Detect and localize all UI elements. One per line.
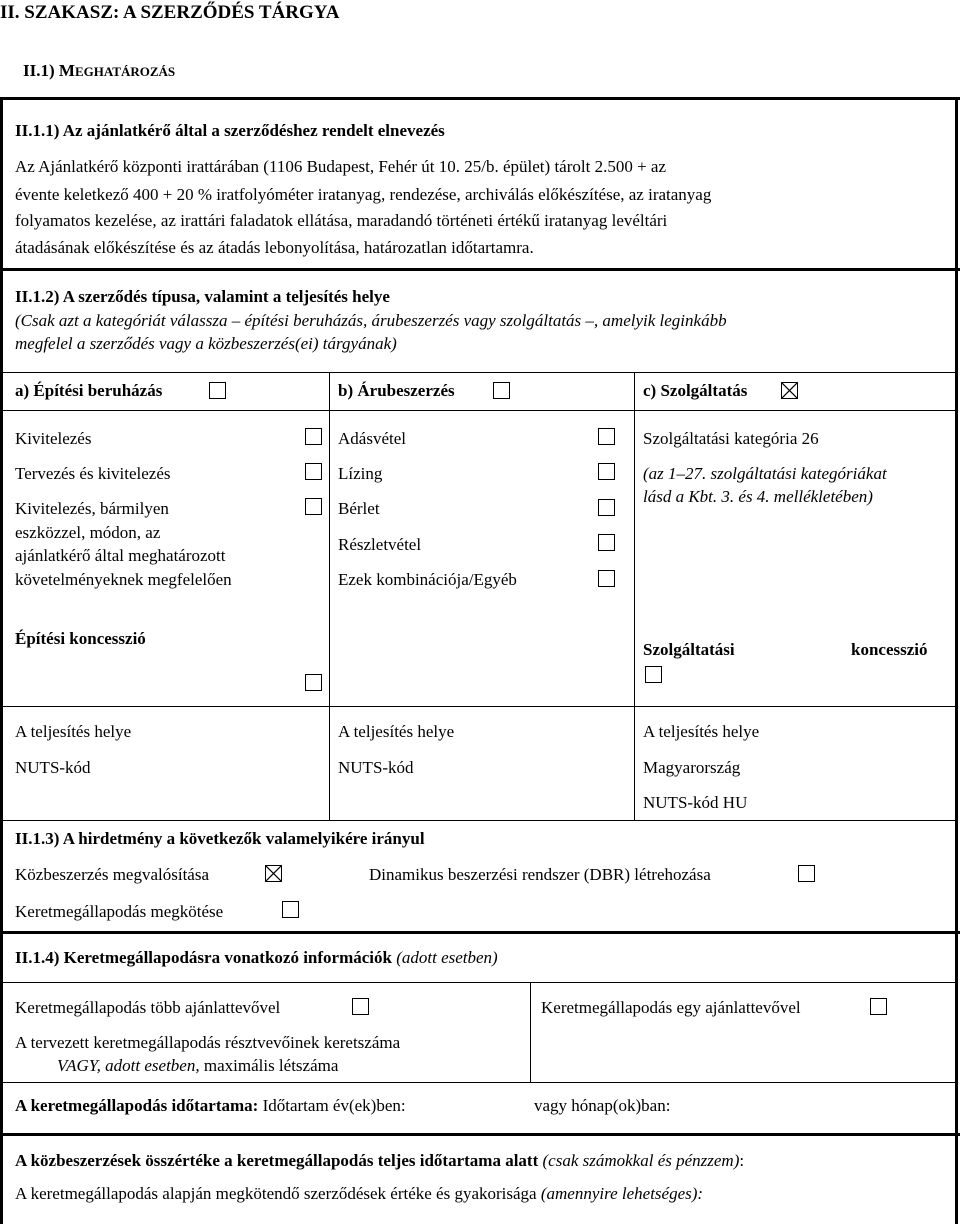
- supplies-item-purchase: Adásvétel: [338, 429, 406, 448]
- s113-framework-checkbox[interactable]: [282, 901, 299, 918]
- framework-single-label: Keretmegállapodás egy ajánlattevővel: [541, 998, 801, 1017]
- check-cross-icon: [266, 866, 281, 881]
- services-checkbox-checked[interactable]: [781, 382, 798, 399]
- works-nuts-label: NUTS-kód: [15, 758, 91, 777]
- s113-dbr-label: Dinamikus beszerzési rendszer (DBR) létrehozása: [369, 865, 711, 884]
- s112-title: II.1.2) A szerződés típusa, valamint a teljesítés helye: [15, 287, 390, 306]
- s113-procurement-label: Közbeszerzés megvalósítása: [15, 865, 209, 884]
- services-category-note: lásd a Kbt. 3. és 4. mellékletében): [643, 487, 873, 506]
- total-value-label: A közbeszerzések összértéke a keretmegállapodás teljes időtartama alatt (csak számokkal és pénzzem):: [15, 1151, 745, 1170]
- subsection-title: II.1) MEGHATÁROZÁS: [23, 61, 176, 80]
- services-place-label: A teljesítés helye: [643, 722, 760, 741]
- s113-title: II.1.3) A hirdetmény a következők valamelyikére irányul: [15, 829, 425, 848]
- supplies-item-combination: Ezek kombinációja/Egyéb: [338, 570, 517, 589]
- table-col-divider: [530, 982, 531, 1082]
- works-any-means-checkbox[interactable]: [305, 498, 322, 515]
- supplies-nuts-label: NUTS-kód: [338, 758, 414, 777]
- s111-bottom-border: [0, 268, 960, 271]
- supplies-combination-checkbox[interactable]: [598, 570, 615, 587]
- supplies-item-hire-purchase: Részletvétel: [338, 535, 422, 554]
- supplies-item-rental: Bérlet: [338, 499, 380, 518]
- works-design-checkbox[interactable]: [305, 463, 322, 480]
- works-item-any-means: ajánlatkérő által meghatározott: [15, 546, 226, 565]
- works-item-any-means: eszközzel, módon, az: [15, 523, 161, 542]
- check-cross-icon: [782, 383, 797, 398]
- supplies-rental-checkbox[interactable]: [598, 499, 615, 516]
- table-col-divider: [329, 372, 330, 820]
- table-border: [3, 706, 955, 707]
- duration-bottom-border: [0, 1133, 960, 1136]
- framework-multi-checkbox[interactable]: [352, 998, 369, 1015]
- works-checkbox[interactable]: [209, 382, 226, 399]
- supplies-place-label: A teljesítés helye: [338, 722, 455, 741]
- table-border: [3, 372, 955, 373]
- duration-months-label: vagy hónap(ok)ban:: [534, 1096, 671, 1115]
- works-item-any-means: Kivitelezés, bármilyen: [15, 499, 169, 518]
- participants-label: A tervezett keretmegállapodás résztvevőinek keretszáma: [15, 1033, 401, 1052]
- framework-single-checkbox[interactable]: [870, 998, 887, 1015]
- frame-top-border: [0, 97, 960, 100]
- s113-dbr-checkbox[interactable]: [798, 865, 815, 882]
- duration-label: A keretmegállapodás időtartama: Időtartam év(ek)ben:: [15, 1096, 406, 1115]
- works-item-execution: Kivitelezés: [15, 429, 92, 448]
- section-title: II. SZAKASZ: A SZERZŐDÉS TÁRGYA: [0, 2, 340, 23]
- services-place-value: Magyarország: [643, 758, 741, 777]
- supplies-checkbox[interactable]: [493, 382, 510, 399]
- s111-text-line: Az Ajánlatkérő központi irattárában (1106 Budapest, Fehér út 10. 25/b. épület) tárolt 2.500 + az: [15, 157, 666, 176]
- supplies-purchase-checkbox[interactable]: [598, 428, 615, 445]
- s111-text-line: évente keletkező 400 + 20 % iratfolyóméter iratanyag, rendezése, archiválás előkészítése, az iratanyag: [15, 185, 712, 204]
- frequency-label: A keretmegállapodás alapján megkötendő szerződések értéke és gyakorisága (amennyire lehetséges):: [15, 1184, 704, 1203]
- heading-supplies: b) Árubeszerzés: [338, 381, 455, 400]
- s111-text-line: átadásának előkészítése és az átadás lebonyolítása, határozatlan időtartamra.: [15, 238, 534, 257]
- table-col-divider: [634, 372, 635, 820]
- services-concession-label: Szolgáltatási: [643, 640, 735, 659]
- services-category: Szolgáltatási kategória 26: [643, 429, 819, 448]
- works-concession-checkbox[interactable]: [305, 674, 322, 691]
- services-concession-checkbox[interactable]: [645, 666, 662, 683]
- heading-works: a) Építési beruházás: [15, 381, 163, 400]
- table-border: [3, 1082, 955, 1083]
- heading-services: c) Szolgáltatás: [643, 381, 748, 400]
- s112-note-line: (Csak azt a kategóriát válassza – építési beruházás, árubeszerzés vagy szolgáltatás –, amelyik leginkább: [15, 311, 727, 330]
- s113-top-border: [3, 820, 955, 821]
- frame-right-border: [955, 97, 958, 1224]
- table-border: [3, 982, 955, 983]
- supplies-hire-purchase-checkbox[interactable]: [598, 534, 615, 551]
- s113-bottom-border: [0, 931, 960, 934]
- works-item-any-means: követelményeknek megfelelően: [15, 570, 232, 589]
- participants-max: VAGY, adott esetben, maximális létszáma: [57, 1056, 339, 1075]
- framework-multi-label: Keretmegállapodás több ajánlattevővel: [15, 998, 281, 1017]
- services-nuts-label: NUTS-kód HU: [643, 793, 748, 812]
- services-concession-label: koncesszió: [851, 640, 928, 659]
- s113-framework-label: Keretmegállapodás megkötése: [15, 902, 224, 921]
- frame-left-border: [0, 97, 3, 1224]
- s111-title: II.1.1) Az ajánlatkérő által a szerződéshez rendelt elnevezés: [15, 121, 445, 140]
- table-border: [3, 410, 955, 411]
- works-concession-label: Építési koncesszió: [15, 629, 146, 648]
- s112-note-line: megfelel a szerződés vagy a közbeszerzés(ei) tárgyának): [15, 334, 397, 353]
- s114-title: II.1.4) Keretmegállapodásra vonatkozó információk (adott esetben): [15, 948, 498, 967]
- s113-procurement-checkbox-checked[interactable]: [265, 865, 282, 882]
- works-place-label: A teljesítés helye: [15, 722, 132, 741]
- s111-text-line: folyamatos kezelése, az irattári faladatok ellátása, maradandó történeti értékű iratanyag levéltári: [15, 211, 668, 230]
- works-execution-checkbox[interactable]: [305, 428, 322, 445]
- works-item-design-execution: Tervezés és kivitelezés: [15, 464, 171, 483]
- supplies-lease-checkbox[interactable]: [598, 463, 615, 480]
- services-category-note: (az 1–27. szolgáltatási kategóriákat: [643, 464, 887, 483]
- supplies-item-lease: Lízing: [338, 464, 383, 483]
